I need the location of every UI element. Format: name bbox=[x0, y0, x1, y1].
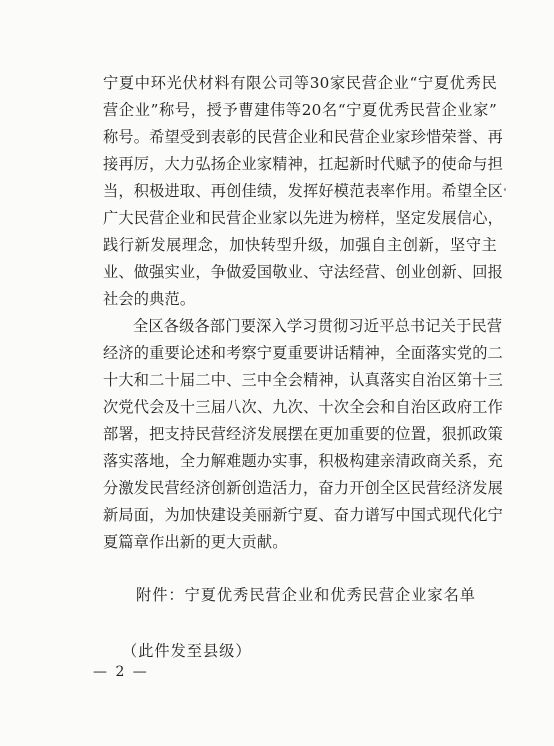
attachment-line: 附件：宁夏优秀民营企业和优秀民营企业家名单 bbox=[136, 586, 476, 604]
body-line-13: 次党代会及十三届八次、九次、十次全会和自治区政府工作 bbox=[103, 398, 504, 416]
body-line-8: 业、做强实业，争做爱国敬业、守法经营、创业创新、回报 bbox=[103, 263, 504, 281]
body-line-9: 社会的典范。 bbox=[103, 290, 196, 308]
body-line-4: 接再厉，大力弘扬企业家精神，扛起新时代赋予的使命与担 bbox=[103, 155, 504, 173]
body-line-1: 宁夏中环光伏材料有限公司等30家民营企业“宁夏优秀民 bbox=[103, 74, 497, 92]
body-line-3: 称号。希望受到表彰的民营企业和民营企业家珍惜荣誉、再 bbox=[103, 128, 504, 146]
body-line-18: 夏篇章作出新的更大贡献。 bbox=[103, 533, 288, 551]
body-line-6: 广大民营企业和民营企业家以先进为榜样，坚定发展信心， bbox=[103, 209, 504, 227]
body-line-16: 分激发民营经济创新创造活力，奋力开创全区民营经济发展 bbox=[103, 479, 504, 497]
body-line-11: 经济的重要论述和考察宁夏重要讲话精神，全面落实党的二 bbox=[103, 344, 504, 362]
body-line-15: 落实落地，全力解难题办实事，积极构建亲清政商关系，充 bbox=[103, 452, 504, 470]
scan-speck bbox=[504, 188, 506, 191]
page-number: — 2 — bbox=[93, 664, 149, 680]
body-line-12: 十大和二十届二中、三中全会精神，认真落实自治区第十三 bbox=[103, 371, 504, 389]
body-line-7: 践行新发展理念，加快转型升级，加强自主创新，坚守主 bbox=[103, 236, 497, 254]
body-line-5: 当，积极进取、再创佳绩，发挥好模范表率作用。希望全区 bbox=[103, 182, 504, 200]
distribution-note: （此件发至县级） bbox=[122, 642, 252, 660]
body-line-17: 新局面，为加快建设美丽新宁夏、奋力谱写中国式现代化宁 bbox=[103, 506, 504, 524]
body-line-10: 全区各级各部门要深入学习贯彻习近平总书记关于民营 bbox=[133, 317, 503, 335]
body-line-14: 部署，把支持民营经济发展摆在更加重要的位置，狠抓政策 bbox=[103, 425, 504, 443]
body-line-2: 营企业”称号，授予曹建伟等20名“宁夏优秀民营企业家” bbox=[103, 101, 497, 119]
